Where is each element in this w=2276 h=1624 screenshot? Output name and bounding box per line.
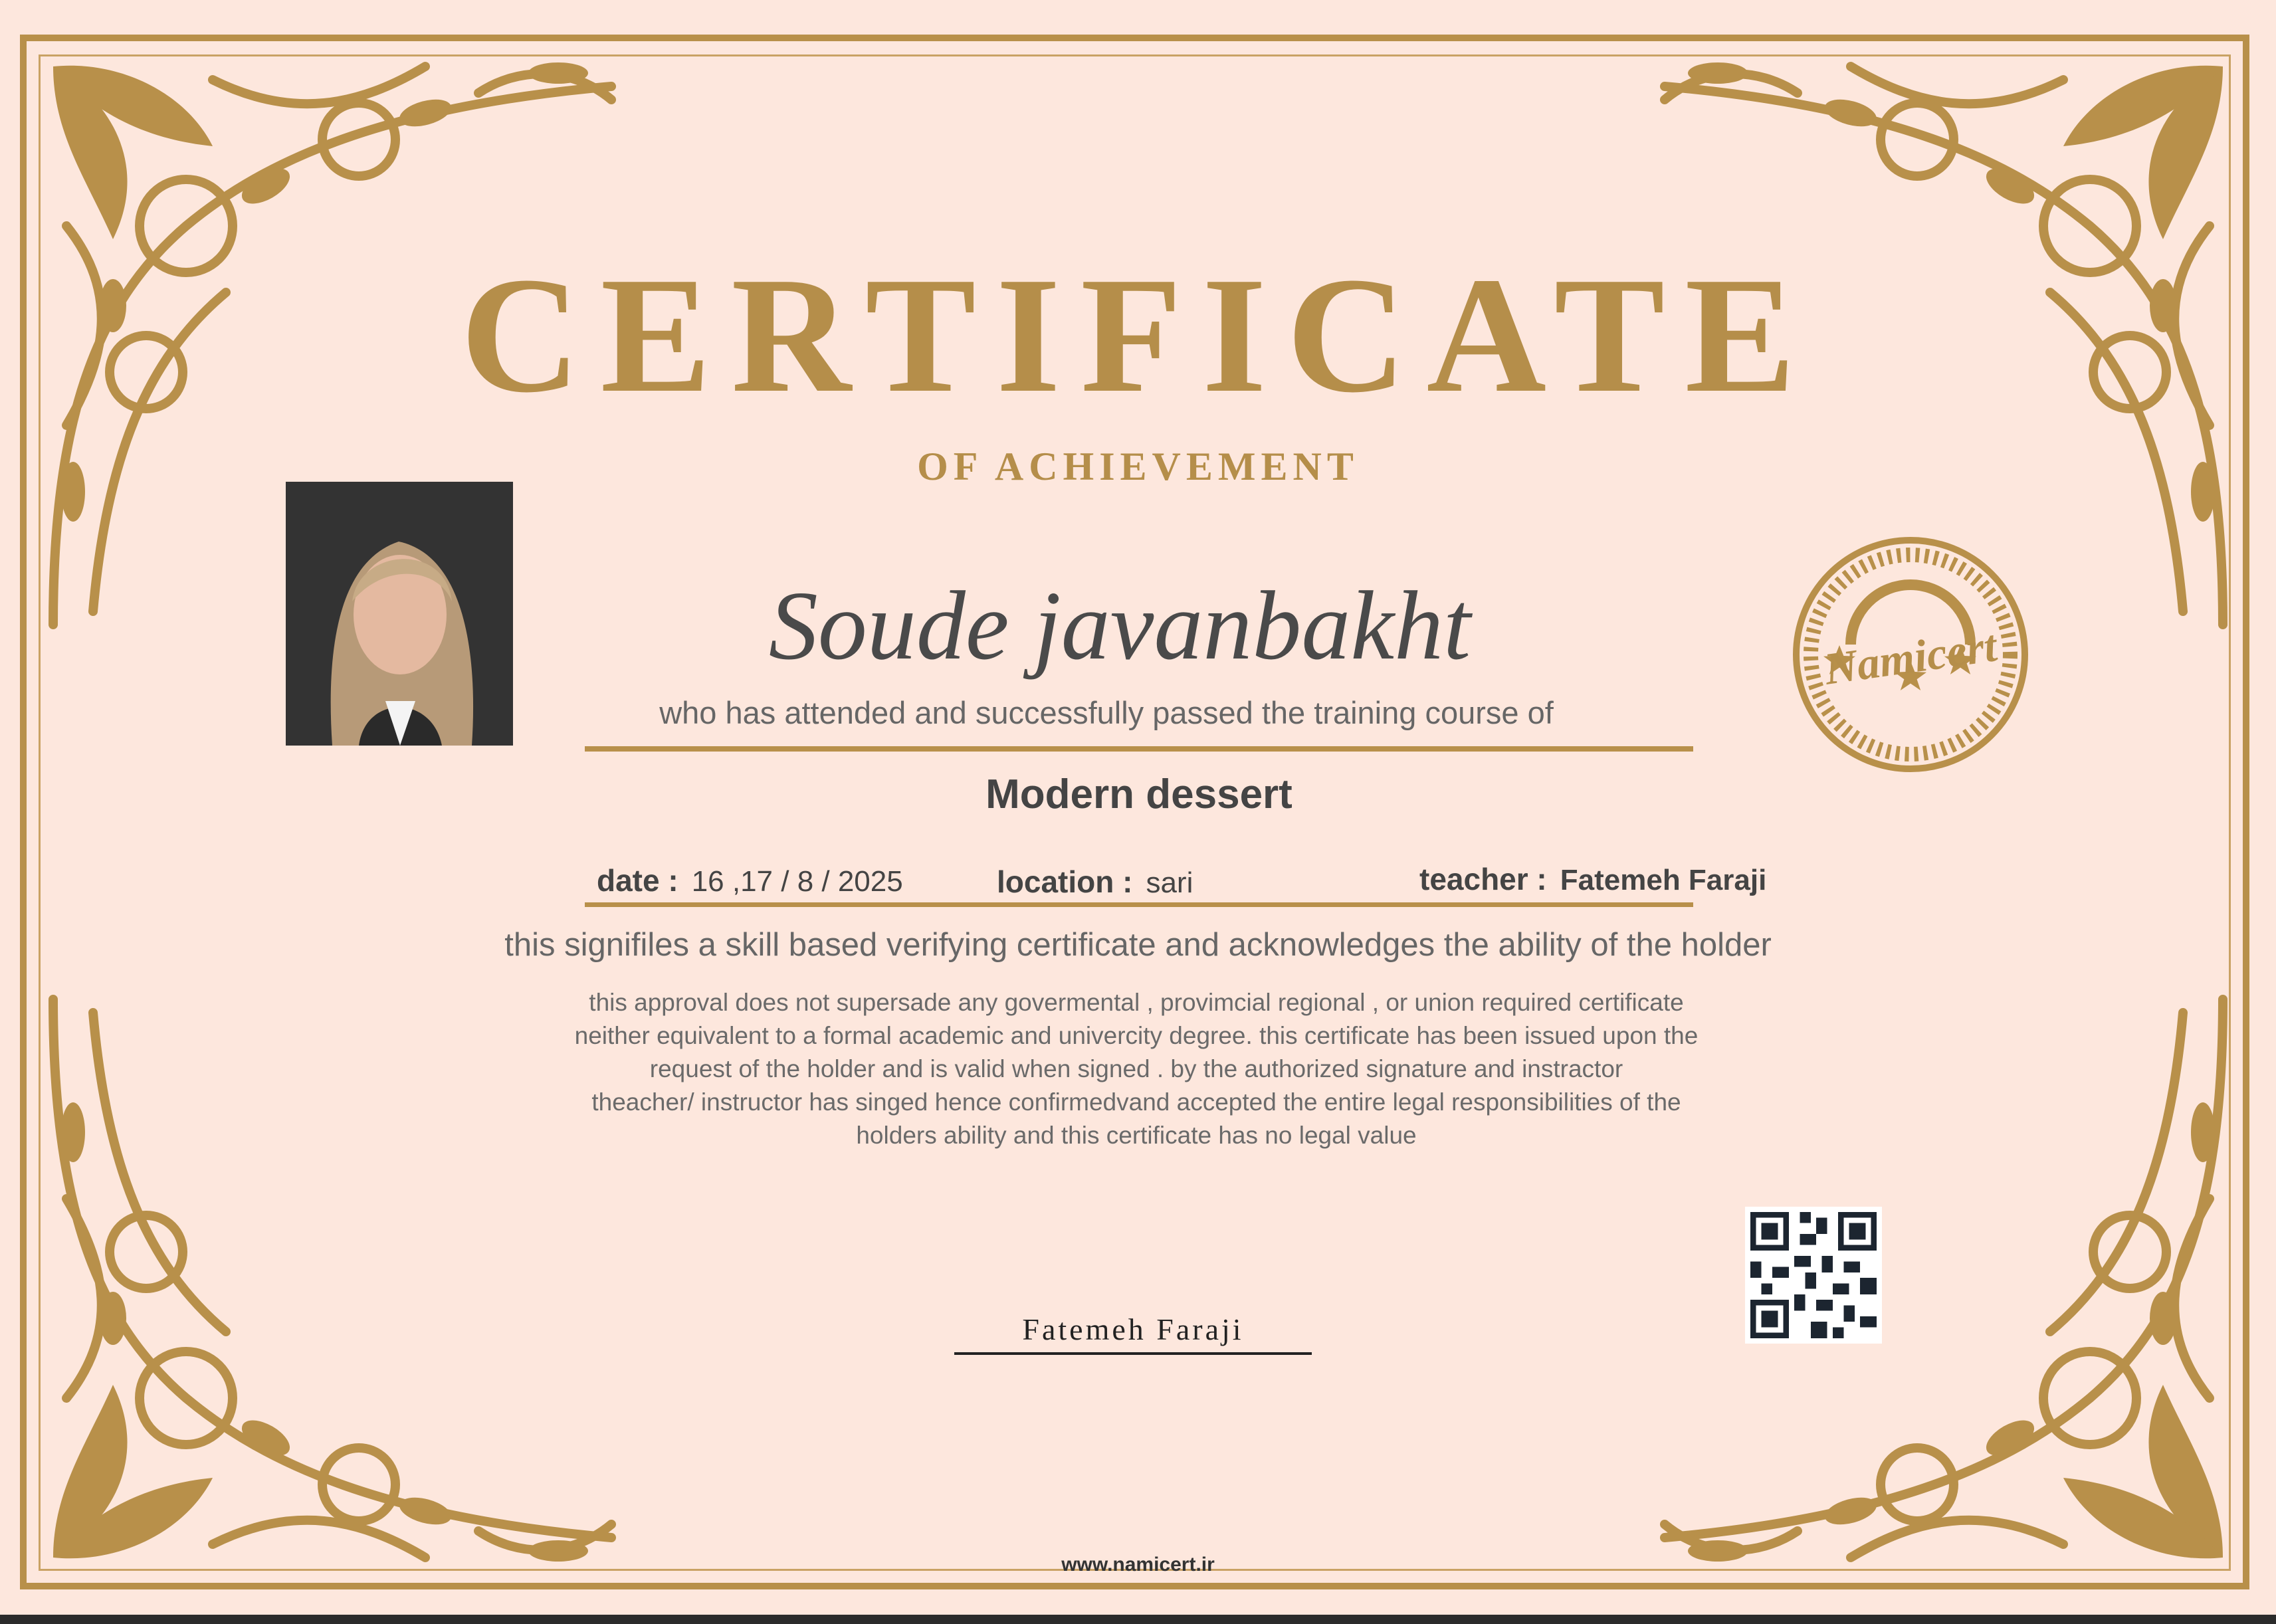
- disclaimer: [518, 986, 1754, 1152]
- namicert-seal: [1788, 532, 2033, 777]
- teacher-value: Fatemeh Faraji: [1560, 864, 1767, 896]
- location-label: location :: [997, 864, 1133, 899]
- disclaimer-line: request of the holder and is valid when signed . by the authorized signature and instractor: [649, 1055, 1623, 1082]
- disclaimer-line: theacher/ instructor has singed hence confirmedvand accepted the entire legal responsibilities of the: [591, 1088, 1681, 1116]
- course-name: Modern dessert: [985, 771, 1293, 817]
- teacher-label: teacher :: [1419, 862, 1547, 896]
- qr-code-icon: [1745, 1207, 1882, 1344]
- date-field: [597, 863, 903, 898]
- signature-name: Fatemeh Faraji: [1022, 1312, 1244, 1346]
- holder-photo: [286, 482, 513, 746]
- date-label: date :: [597, 863, 678, 898]
- qr-code[interactable]: [1745, 1207, 1882, 1344]
- divider-bottom: [585, 902, 1693, 907]
- divider-top: [585, 746, 1693, 752]
- location-field: [997, 864, 1193, 900]
- location-value: sari: [1146, 866, 1193, 899]
- seal-brand: Namicert: [1821, 620, 2000, 694]
- portrait-icon: [286, 482, 513, 746]
- signifies-text: this signifiles a skill based verifying certificate and acknowledges the ability of the holder: [504, 927, 1772, 963]
- teacher-field: [1419, 861, 1766, 897]
- website-link[interactable]: www.namicert.ir: [1061, 1554, 1215, 1575]
- signature-line: [954, 1352, 1312, 1355]
- disclaimer-line: this approval does not supersade any govermental , provimcial regional , or union required certificate: [589, 989, 1684, 1016]
- holder-name: Soude javanbakht: [768, 571, 1471, 680]
- attended-text: who has attended and successfully passed the training course of: [659, 695, 1554, 730]
- certificate-title: CERTIFICATE: [460, 243, 1816, 427]
- date-value: 16 ,17 / 8 / 2025: [691, 865, 903, 898]
- bottom-band: [0, 1615, 2276, 1624]
- disclaimer-line: neither equivalent to a formal academic and univercity degree. this certificate has been issued upon the: [574, 1022, 1699, 1049]
- certificate-subtitle: OF ACHIEVEMENT: [917, 445, 1359, 488]
- disclaimer-line: holders ability and this certificate has no legal value: [856, 1122, 1417, 1149]
